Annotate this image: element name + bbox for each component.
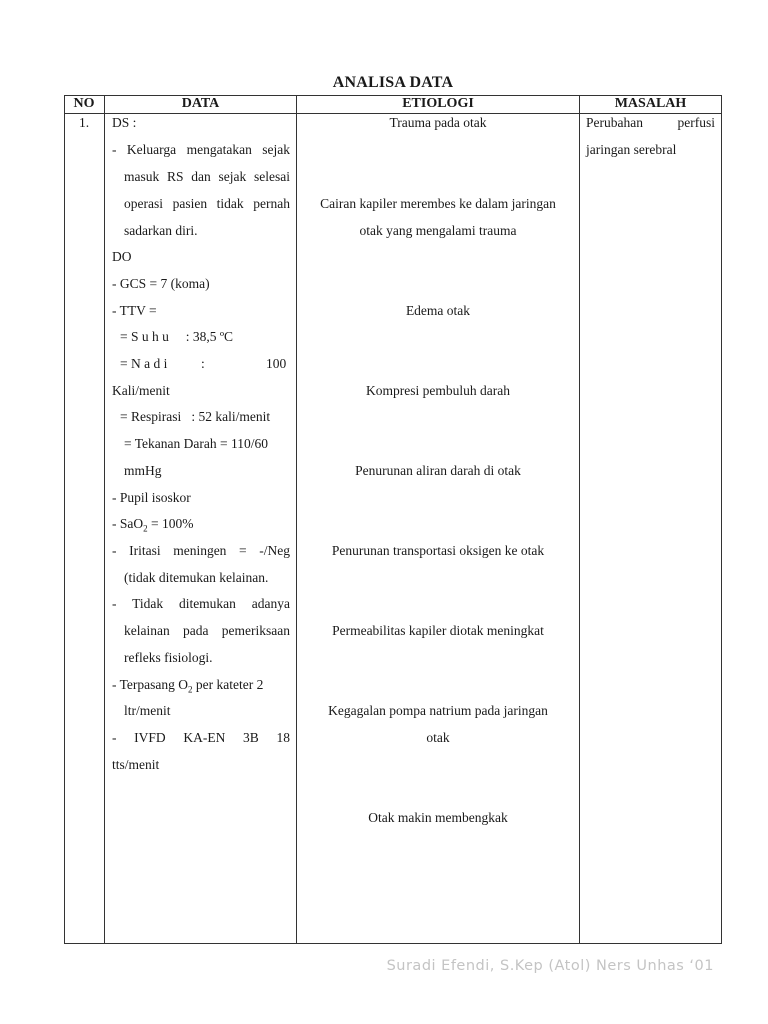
respirasi-value: = Respirasi : 52 kali/menit	[120, 409, 271, 424]
ds-label: DS :	[112, 115, 137, 130]
tekanan-darah-value: = Tekanan Darah = 110/60	[124, 436, 268, 451]
terpasang-subscript: 2	[188, 684, 193, 695]
nadi-unit: Kali/menit	[112, 383, 170, 398]
tekanan-darah-unit: mmHg	[124, 463, 162, 478]
terpasang-line: ltr/menit	[124, 703, 171, 718]
etiologi-item: Permeabilitas kapiler diotak meningkat	[332, 623, 544, 638]
row-number: 1.	[78, 115, 90, 130]
masalah-line: Perubahan perfusi	[586, 115, 715, 130]
page-title: ANALISA DATA	[332, 74, 454, 91]
ivfd-line: tts/menit	[112, 757, 160, 772]
table-border-right	[721, 95, 722, 944]
nadi-value: 100	[266, 356, 287, 371]
tidak-ditemukan-line: kelainan pada pemeriksaan	[124, 623, 290, 638]
ttv-label: - TTV =	[112, 303, 157, 318]
suhu-value: = S u h u : 38,5 ºC	[120, 329, 234, 344]
etiologi-item: Penurunan transportasi oksigen ke otak	[331, 543, 545, 558]
pupil-value: - Pupil isoskor	[112, 490, 191, 505]
ds-line: operasi pasien tidak pernah	[124, 196, 290, 211]
ivfd-line: - IVFD KA-EN 3B 18	[112, 730, 290, 745]
etiologi-item: Otak makin membengkak	[368, 810, 508, 825]
etiologi-item: otak yang mengalami trauma	[359, 223, 517, 238]
sao2-prefix: - SaO	[112, 516, 144, 531]
masalah-line: jaringan serebral	[586, 142, 677, 157]
iritasi-line: - Iritasi meningen = -/Neg	[112, 543, 290, 558]
etiologi-item: Trauma pada otak	[389, 115, 487, 130]
header-etiologi: ETIOLOGI	[402, 96, 474, 111]
etiologi-item: Penurunan aliran darah di otak	[355, 463, 521, 478]
header-no: NO	[73, 96, 95, 111]
etiologi-item: Kegagalan pompa natrium pada jaringan	[328, 703, 548, 718]
sao2-suffix: = 100%	[147, 516, 194, 531]
footer-watermark: Suradi Efendi, S.Kep (Atol) Ners Unhas ‘01	[386, 958, 714, 974]
etiologi-item: Cairan kapiler merembes ke dalam jaringan	[320, 196, 556, 211]
header-data: DATA	[181, 96, 220, 111]
terpasang-line	[112, 671, 290, 698]
column-divider-no	[104, 95, 105, 944]
etiologi-item: Edema otak	[405, 303, 471, 318]
sao2-value	[112, 510, 193, 537]
table-border-left	[64, 95, 65, 944]
gcs-value: - GCS = 7 (koma)	[112, 276, 210, 291]
ds-line: sadarkan diri.	[124, 223, 198, 238]
etiologi-item: otak	[426, 730, 450, 745]
ds-line: masuk RS dan sejak selesai	[124, 169, 290, 184]
nadi-colon: :	[201, 356, 205, 371]
iritasi-line: (tidak ditemukan kelainan.	[124, 570, 269, 585]
tidak-ditemukan-line: - Tidak ditemukan adanya	[112, 596, 290, 611]
terpasang-suffix: per kateter 2	[192, 677, 264, 692]
column-divider-etiologi	[579, 95, 580, 944]
etiologi-item: Kompresi pembuluh darah	[366, 383, 510, 398]
header-masalah: MASALAH	[614, 96, 687, 111]
do-label: DO	[112, 249, 132, 264]
table-border-bottom	[64, 943, 722, 944]
nadi-label: = N a d i	[120, 356, 168, 371]
sao2-subscript: 2	[143, 523, 148, 534]
ds-line: - Keluarga mengatakan sejak	[112, 142, 290, 157]
tidak-ditemukan-line: refleks fisiologi.	[124, 650, 213, 665]
terpasang-prefix: - Terpasang O	[112, 677, 189, 692]
